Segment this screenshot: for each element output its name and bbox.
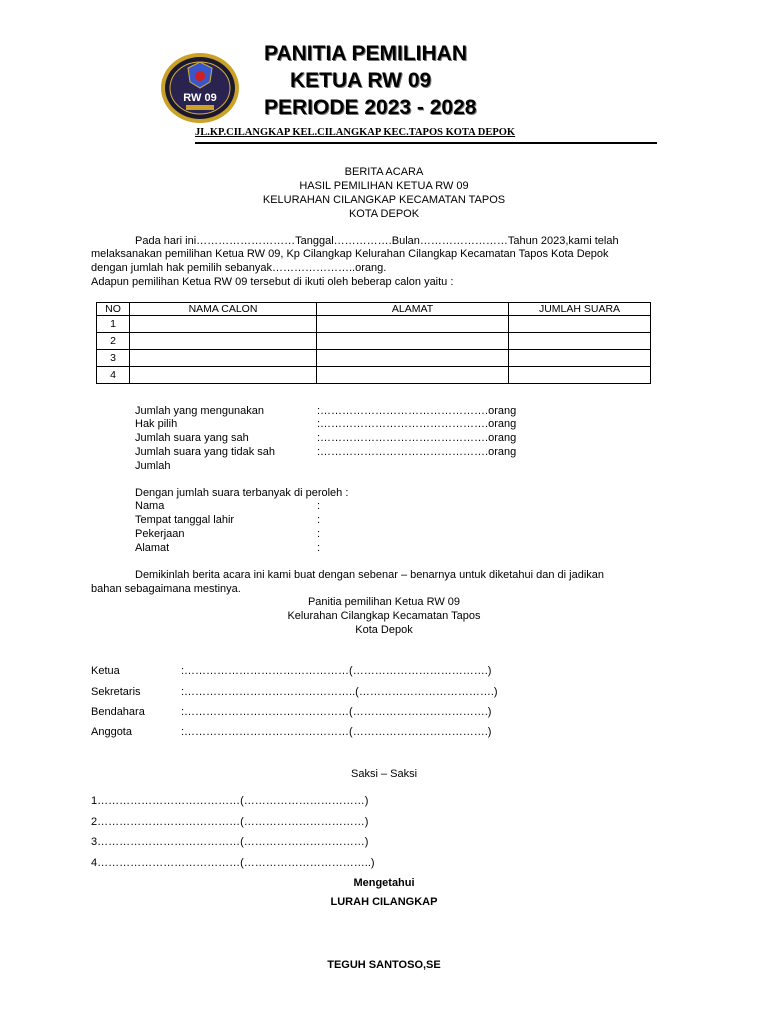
witness-line: 2…………………………………(……………………………) [91, 816, 369, 828]
member-role: Ketua [91, 665, 120, 677]
closing-line2: bahan sebagaimana mestinya. [91, 583, 241, 595]
table-cell-no: 3 [97, 350, 130, 367]
closing-line1: Demikinlah berita acara ini kami buat dengan sebenar – benarnya untuk diketahui dan di jadikan [135, 569, 605, 581]
col-header-nama-calon: NAMA CALON [130, 303, 317, 316]
intro-line4: Adapun pemilihan Ketua RW 09 tersebut di ikuti oleh beberap calon yaitu : [91, 276, 454, 288]
doc-title-line2: HASIL PEMILIHAN KETUA RW 09 [299, 180, 469, 192]
table-cell-no: 1 [97, 316, 130, 333]
winner-label: Tempat tanggal lahir [135, 514, 235, 526]
table-row [97, 367, 651, 384]
table-cell-suara [509, 350, 651, 367]
winner-value: : [317, 514, 321, 526]
table-cell-nama [130, 367, 317, 384]
approval-name: TEGUH SANTOSO,SE [327, 959, 441, 971]
summary-label: Jumlah yang mengunakan [135, 405, 265, 417]
table-cell-alamat [317, 316, 509, 333]
committee-line1: Panitia pemilihan Ketua RW 09 [307, 596, 461, 608]
table-cell-suara [509, 316, 651, 333]
header-address: JL.KP.CILANGKAP KEL.CILANGKAP KEC.TAPOS KOTA DEPOK [195, 127, 516, 138]
approval-label: Mengetahui [353, 877, 415, 889]
table-cell-suara [509, 367, 651, 384]
col-header-no: NO [97, 303, 130, 316]
doc-title-line1: BERITA ACARA [344, 166, 424, 178]
summary-label: Jumlah suara yang sah [135, 432, 249, 444]
summary-label: Hak pilih [135, 418, 178, 430]
table-cell-alamat [317, 367, 509, 384]
approval-office: LURAH CILANGKAP [330, 896, 438, 908]
summary-value: :……………………………………….orang [317, 405, 517, 417]
header-divider [195, 142, 657, 144]
winner-value: : [317, 542, 321, 554]
winner-value: : [317, 500, 321, 512]
winner-label: Pekerjaan [135, 528, 185, 540]
witness-title: Saksi – Saksi [350, 768, 418, 780]
member-sign-line: :………………………………………(……………………………….) [181, 726, 492, 738]
table-cell-no: 4 [97, 367, 130, 384]
header-title-line2: KETUA RW 09 [290, 69, 432, 92]
summary-value: :……………………………………….orang [317, 432, 517, 444]
winner-value: : [317, 528, 321, 540]
member-sign-line: :………………………………………(……………………………….) [181, 665, 492, 677]
summary-value: :……………………………………….orang [317, 446, 517, 458]
table-cell-alamat [317, 350, 509, 367]
intro-line2: melaksanakan pemilihan Ketua RW 09, Kp Cilangkap Kelurahan Cilangkap Kecamatan Tapos Kota Depok [91, 248, 609, 260]
table-cell-nama [130, 350, 317, 367]
summary-label: Jumlah [135, 460, 171, 472]
table-row [97, 316, 651, 333]
winner-label: Alamat [135, 542, 170, 554]
doc-title-line3: KELURAHAN CILANGKAP KECAMATAN TAPOS [262, 194, 506, 206]
winner-intro: Dengan jumlah suara terbanyak di peroleh : [135, 487, 349, 499]
table-header-row [97, 303, 651, 316]
witness-line: 1…………………………………(……………………………) [91, 795, 369, 807]
witness-line: 3…………………………………(……………………………) [91, 836, 369, 848]
rw09-logo [160, 52, 240, 124]
committee-line3: Kota Depok [355, 624, 413, 636]
table-cell-nama [130, 333, 317, 350]
summary-value: :……………………………………….orang [317, 418, 517, 430]
col-header-alamat: ALAMAT [317, 303, 509, 316]
member-role: Bendahara [91, 706, 145, 718]
intro-line1: Pada hari ini………………………Tanggal…………….Bulan……………………Tahun 2023,kami telah [135, 235, 619, 247]
witness-line: 4…………………………………(……………………………..) [91, 857, 375, 869]
member-sign-line: :………………………………………(……………………………….) [181, 706, 492, 718]
header-title-line1: PANITIA PEMILIHAN [264, 42, 467, 65]
col-header-jumlah-suara: JUMLAH SUARA [509, 303, 651, 316]
member-sign-line: :………………………………………..(……………………………….) [181, 686, 498, 698]
summary-label: Jumlah suara yang tidak sah [135, 446, 276, 458]
member-role: Sekretaris [91, 686, 141, 698]
table-cell-no: 2 [97, 333, 130, 350]
table-cell-suara [509, 333, 651, 350]
member-role: Anggota [91, 726, 132, 738]
intro-line3: dengan jumlah hak pemilih sebanyak…………………..orang. [91, 262, 387, 274]
table-row [97, 333, 651, 350]
doc-title-line4: KOTA DEPOK [348, 208, 420, 220]
header-title-line3: PERIODE 2023 - 2028 [264, 96, 477, 119]
table-cell-nama [130, 316, 317, 333]
table-cell-alamat [317, 333, 509, 350]
candidate-table [96, 302, 651, 384]
winner-label: Nama [135, 500, 165, 512]
table-row [97, 350, 651, 367]
logo-text: RW 09 [183, 92, 217, 104]
committee-line2: Kelurahan Cilangkap Kecamatan Tapos [287, 610, 481, 622]
